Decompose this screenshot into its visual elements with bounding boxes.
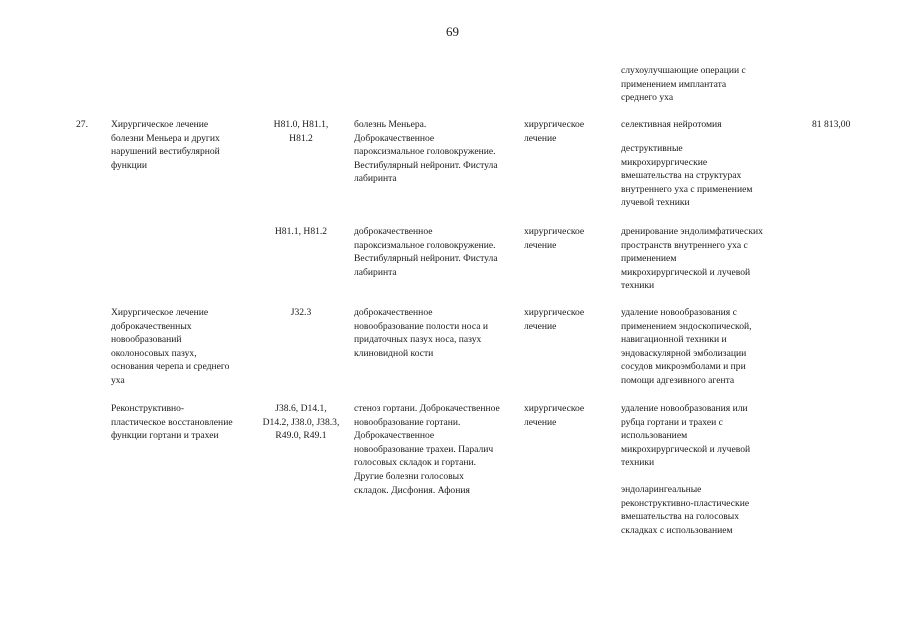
text-line: Хирургическое лечение <box>111 119 209 130</box>
treatment-name <box>111 306 229 388</box>
text-line: вмешательства на голосовых <box>621 511 740 523</box>
text-line: лечение <box>524 416 557 428</box>
text-line: пароксизмальное головокружение. <box>354 146 496 158</box>
text-line: микрохирургические <box>621 156 708 168</box>
text-line: хирургическое <box>524 307 585 318</box>
text-line: применением <box>621 253 677 265</box>
text-line: складках с использованием <box>621 524 733 536</box>
text-line: эндоларингеальные <box>621 484 702 495</box>
cost-value: 81 813,00 <box>812 119 851 130</box>
carry-over-method <box>621 64 746 105</box>
text-line: уха <box>111 374 125 386</box>
text-line: помощи адгезивного агента <box>621 374 735 386</box>
text-line: слухоулучшающие операции с <box>621 65 746 76</box>
text-line: J32.3 <box>290 307 312 318</box>
text-line: техники <box>621 280 655 292</box>
text-line: новообразование полости носа и <box>354 320 488 332</box>
text-line: Вестибулярный нейронит. Фистула <box>354 159 498 171</box>
text-line: внутреннего уха с применением <box>621 183 753 195</box>
text-line: болезни Меньера и других <box>111 132 220 144</box>
text-line: Доброкачественное <box>354 430 435 442</box>
patient-model <box>354 402 500 497</box>
text-line: клиновидной кости <box>354 347 434 359</box>
text-line: H81.2 <box>289 132 313 144</box>
treatment-type <box>524 306 584 333</box>
text-line: лечение <box>524 132 557 144</box>
text-line: хирургическое <box>524 119 585 130</box>
treatment-method <box>621 142 752 210</box>
text-line: дренирование эндолимфатических <box>621 226 763 237</box>
text-line: болезнь Меньера. <box>354 119 427 130</box>
text-line: лечение <box>524 239 557 251</box>
text-line: микрохирургической и лучевой <box>621 443 751 455</box>
text-line: складок. Дисфония. Афония <box>354 484 470 496</box>
text-line: J38.6, D14.1, <box>275 403 327 414</box>
text-line: техники <box>621 457 655 469</box>
text-line: новообразований <box>111 334 182 346</box>
text-line: селективная нейротомия <box>621 119 722 130</box>
text-line: вмешательства на структурах <box>621 170 742 182</box>
text-line: H81.0, H81.1, <box>273 119 329 130</box>
treatment-method <box>621 118 722 132</box>
text-line: доброкачественных <box>111 320 192 332</box>
treatment-type <box>524 402 584 429</box>
text-line: пластическое восстановление <box>111 416 233 428</box>
text-line: Реконструктивно- <box>111 403 185 414</box>
text-line: доброкачественное <box>354 307 433 318</box>
text-line: реконструктивно-пластические <box>621 497 750 509</box>
icd-codes <box>256 225 346 239</box>
patient-model <box>354 225 498 279</box>
treatment-type <box>524 118 584 145</box>
text-line: нарушений вестибулярной <box>111 146 220 158</box>
treatment-method <box>621 306 752 388</box>
text-line: среднего уха <box>621 92 674 104</box>
text-line: деструктивные <box>621 143 683 154</box>
text-line: основания черепа и среднего <box>111 361 230 373</box>
text-line: применением имплантата <box>621 78 727 90</box>
text-line: R49.0, R49.1 <box>275 430 327 442</box>
text-line: новообразование трахеи. Паралич <box>354 443 494 455</box>
text-line: удаление новообразования или <box>621 403 748 414</box>
text-line: использованием <box>621 430 688 442</box>
text-line: лабиринта <box>354 266 397 278</box>
text-line: новообразование гортани. <box>354 416 461 428</box>
text-line: D14.2, J38.0, J38.3, <box>262 416 340 428</box>
text-line: околоносовых пазух, <box>111 347 197 359</box>
text-line: хирургическое <box>524 403 585 414</box>
text-line: лучевой техники <box>621 197 690 209</box>
patient-model <box>354 306 488 360</box>
page-number: 69 <box>446 24 459 39</box>
row-number: 27. <box>76 119 88 130</box>
text-line: пространств внутреннего уха с <box>621 239 748 251</box>
treatment-method <box>621 225 763 293</box>
text-line: рубца гортани и трахеи с <box>621 416 723 428</box>
text-line: сосудов микроэмболами и при <box>621 361 746 373</box>
text-line: Хирургическое лечение <box>111 307 209 318</box>
icd-codes <box>256 306 346 320</box>
treatment-method <box>621 402 750 470</box>
patient-model <box>354 118 498 186</box>
text-line: H81.1, H81.2 <box>274 226 328 237</box>
text-line: навигационной техники и <box>621 334 727 346</box>
text-line: доброкачественное <box>354 226 433 237</box>
treatment-method <box>621 483 749 537</box>
text-line: удаление новообразования с <box>621 307 737 318</box>
text-line: хирургическое <box>524 226 585 237</box>
text-line: применением эндоскопической, <box>621 320 752 332</box>
text-line: функции <box>111 159 147 171</box>
treatment-type <box>524 225 584 252</box>
text-line: придаточных пазух носа, пазух <box>354 334 482 346</box>
text-line: микрохирургической и лучевой <box>621 266 751 278</box>
text-line: стеноз гортани. Доброкачественное <box>354 403 500 414</box>
text-line: лабиринта <box>354 173 397 185</box>
text-line: Другие болезни голосовых <box>354 470 464 482</box>
text-line: Доброкачественное <box>354 132 435 144</box>
treatment-name <box>111 118 220 172</box>
icd-codes <box>256 118 346 145</box>
text-line: Вестибулярный нейронит. Фистула <box>354 253 498 265</box>
icd-codes <box>256 402 346 443</box>
treatment-name <box>111 402 233 443</box>
text-line: эндоваскулярной эмболизации <box>621 347 747 359</box>
text-line: функции гортани и трахеи <box>111 430 219 442</box>
text-line: голосовых складок и гортани. <box>354 457 477 469</box>
text-line: пароксизмальное головокружение. <box>354 239 496 251</box>
text-line: лечение <box>524 320 557 332</box>
